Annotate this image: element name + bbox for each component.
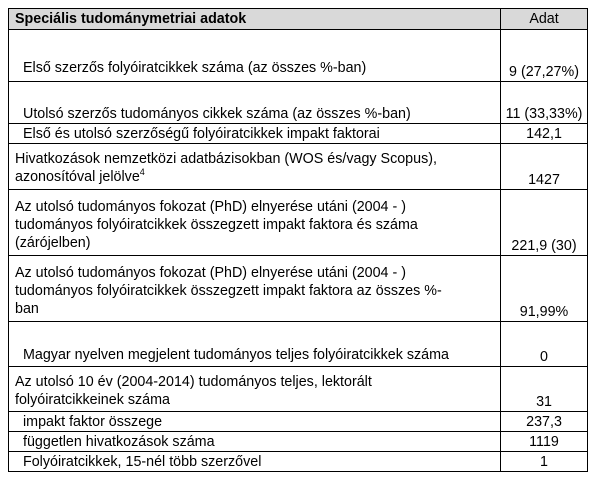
table-row <box>9 322 588 367</box>
row-label <box>9 322 501 367</box>
row-label-text: Első és utolsó szerzőségű folyóiratcikkek impakt faktorai <box>23 126 380 142</box>
row-label <box>9 124 501 144</box>
row-label-text: független hivatkozások száma <box>23 434 215 450</box>
table-row <box>9 256 588 322</box>
row-label-text: Hivatkozások nemzetközi adatbázisokban (WOS és/vagy Scopus), azonosítóval jelölve <box>15 151 437 185</box>
row-label-text: Az utolsó tudományos fokozat (PhD) elnyerése utáni (2004 - ) tudományos folyóiratcikkek összegzett impakt faktora és száma (zárójelben) <box>15 199 418 251</box>
row-value: 142,1 <box>501 124 588 144</box>
row-value: 11 (33,33%) <box>501 82 588 124</box>
table-row <box>9 432 588 452</box>
row-value: 1 <box>501 452 588 472</box>
row-value: 1427 <box>501 144 588 190</box>
row-value: 31 <box>501 367 588 412</box>
row-label-text: Az utolsó 10 év (2004-2014) tudományos teljes, lektorált folyóiratcikkeinek száma <box>15 374 372 408</box>
table-row <box>9 412 588 432</box>
row-label <box>9 82 501 124</box>
table-row <box>9 82 588 124</box>
row-label <box>9 367 501 412</box>
table-row <box>9 190 588 256</box>
row-label <box>9 452 501 472</box>
scientometric-data-table <box>8 8 588 472</box>
row-label <box>9 412 501 432</box>
footnote-marker: 4 <box>139 167 145 177</box>
row-value: 0 <box>501 322 588 367</box>
table-row <box>9 452 588 472</box>
row-label <box>9 190 501 256</box>
row-label-text: impakt faktor összege <box>23 414 163 430</box>
row-label-text: Folyóiratcikkek, 15-nél több szerzővel <box>23 454 262 470</box>
table-row <box>9 144 588 190</box>
row-label-text: Első szerzős folyóiratcikkek száma (az összes %-ban) <box>23 60 367 76</box>
row-label <box>9 30 501 82</box>
row-label <box>9 144 501 190</box>
row-value: 9 (27,27%) <box>501 30 588 82</box>
row-label-text: Magyar nyelven megjelent tudományos teljes folyóiratcikkek száma <box>23 347 449 363</box>
row-label-text: Utolsó szerzős tudományos cikkek száma (az összes %-ban) <box>23 106 411 122</box>
table-row <box>9 367 588 412</box>
table-header-row <box>9 9 588 30</box>
row-label-text: Az utolsó tudományos fokozat (PhD) elnyerése utáni (2004 - ) tudományos folyóiratcikkek összegzett impakt faktora az összes %- ban <box>15 265 442 317</box>
row-value: 91,99% <box>501 256 588 322</box>
header-title: Speciális tudománymetriai adatok <box>9 9 501 30</box>
row-value: 237,3 <box>501 412 588 432</box>
row-label <box>9 256 501 322</box>
row-value: 1119 <box>501 432 588 452</box>
table-row <box>9 124 588 144</box>
header-value-column: Adat <box>501 9 588 30</box>
table-row <box>9 30 588 82</box>
row-label <box>9 432 501 452</box>
row-value: 221,9 (30) <box>501 190 588 256</box>
